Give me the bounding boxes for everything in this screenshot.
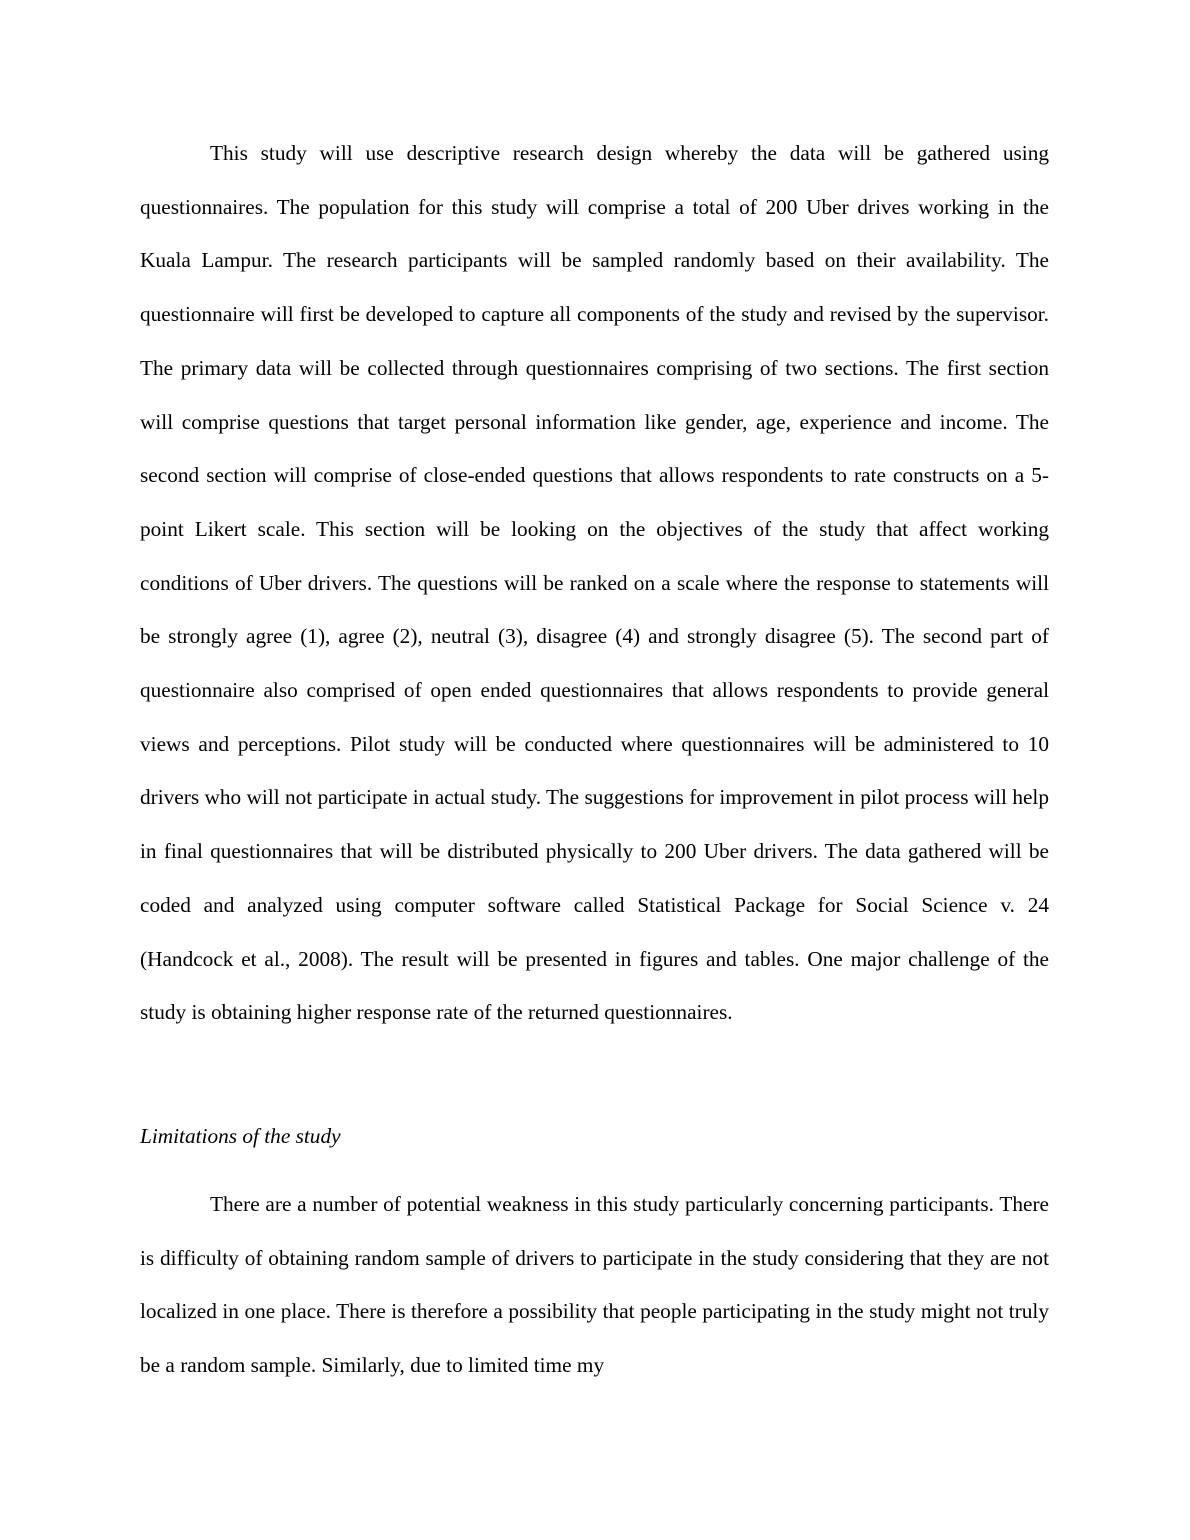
limitations-paragraph: There are a number of potential weakness in this study particularly concerning participants. There is difficulty of obtaining random sample of drivers to participate in the study considering that they are not localized in one place. There is therefore a possibility that people participating in the study might not truly be a random sample. Similarly, due to limited time my bbox=[140, 1192, 1049, 1378]
limitations-heading: Limitations of the study bbox=[140, 1124, 341, 1148]
methodology-paragraph-block bbox=[140, 127, 1049, 1040]
limitations-paragraph-block bbox=[140, 1178, 1049, 1393]
methodology-paragraph: This study will use descriptive research design whereby the data will be gathered using questionnaires. The population for this study will comprise a total of 200 Uber drives working in the Kuala Lampur. The research participants will be sampled randomly based on their availability. The questionnaire will first be developed to capture all components of the study and revised by the supervisor. The primary data will be collected through questionnaires comprising of two sections. The first section will comprise questions that target personal information like gender, age, experience and income. The second section will comprise of close-ended questions that allows respondents to rate constructs on a 5-point Likert scale. This section will be looking on the objectives of the study that affect working conditions of Uber drivers. The questions will be ranked on a scale where the response to statements will be strongly agree (1), agree (2), neutral (3), disagree (4) and strongly disagree (5). The second part of questionnaire also comprised of open ended questionnaires that allows respondents to provide general views and perceptions. Pilot study will be conducted where questionnaires will be administered to 10 drivers who will not participate in actual study. The suggestions for improvement in pilot process will help in final questionnaires that will be distributed physically to 200 Uber drivers. The data gathered will be coded and analyzed using computer software called Statistical Package for Social Science v. 24 (Handcock et al., 2008). The result will be presented in figures and tables. One major challenge of the study is obtaining higher response rate of the returned questionnaires. bbox=[140, 141, 1049, 1025]
section-heading-block bbox=[140, 1117, 1049, 1155]
